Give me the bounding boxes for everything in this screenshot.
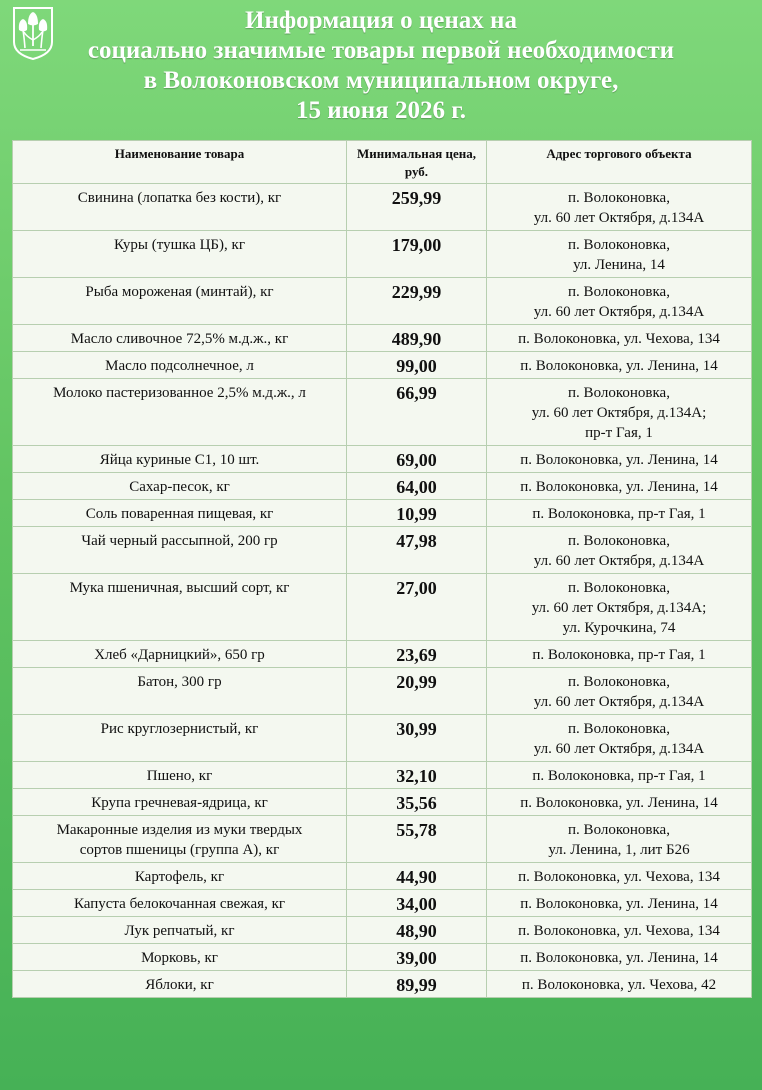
min-price-cell: 39,00 [347,944,487,971]
table-row [13,715,752,762]
min-price-cell: 179,00 [347,231,487,278]
table-row [13,971,752,998]
table-row [13,231,752,278]
product-name-cell: Батон, 300 гр [13,668,347,715]
table-row [13,473,752,500]
product-name-cell: Сахар-песок, кг [13,473,347,500]
store-address-cell: п. Волоконовка, ул. Ленина, 14 [487,446,752,473]
min-price-cell: 229,99 [347,278,487,325]
table-row [13,446,752,473]
min-price-cell: 99,00 [347,352,487,379]
min-price-cell: 32,10 [347,762,487,789]
store-address-cell: п. Волоконовка, ул. Ленина, 14 [487,231,752,278]
product-name-cell: Яйца куриные С1, 10 шт. [13,446,347,473]
product-name-cell: Чай черный рассыпной, 200 гр [13,527,347,574]
title-line: Информация о ценах на [245,7,517,34]
table-row [13,379,752,446]
title-line: в Волоконовском муниципальном округе, [143,67,619,94]
table-row [13,944,752,971]
min-price-cell: 69,00 [347,446,487,473]
store-address-cell: п. Волоконовка, ул. Ленина, 1, лит Б26 [487,816,752,863]
store-address-cell: п. Волоконовка, пр-т Гая, 1 [487,500,752,527]
table-row [13,917,752,944]
header-min-price: Минимальная цена, руб. [347,141,487,184]
title-line: социально значимые товары первой необходимости [87,37,675,64]
price-table [12,140,752,998]
product-name-cell: Куры (тушка ЦБ), кг [13,231,347,278]
table-row [13,668,752,715]
store-address-cell: п. Волоконовка, ул. 60 лет Октября, д.134А [487,715,752,762]
store-address-cell: п. Волоконовка, ул. 60 лет Октября, д.134А; ул. Курочкина, 74 [487,574,752,641]
store-address-cell: п. Волоконовка, ул. 60 лет Октября, д.134А; пр-т Гая, 1 [487,379,752,446]
table-row [13,278,752,325]
product-name-cell: Макаронные изделия из муки твердых сортов пшеницы (группа А), кг [13,816,347,863]
product-name-cell: Рис круглозернистый, кг [13,715,347,762]
store-address-cell: п. Волоконовка, пр-т Гая, 1 [487,641,752,668]
min-price-cell: 34,00 [347,890,487,917]
title-line: 15 июня 2026 г. [296,97,466,124]
product-name-cell: Пшено, кг [13,762,347,789]
product-name-cell: Морковь, кг [13,944,347,971]
table-row [13,641,752,668]
min-price-cell: 10,99 [347,500,487,527]
store-address-cell: п. Волоконовка, ул. Ленина, 14 [487,789,752,816]
min-price-cell: 23,69 [347,641,487,668]
store-address-cell: п. Волоконовка, ул. Чехова, 134 [487,325,752,352]
table-row [13,890,752,917]
store-address-cell: п. Волоконовка, пр-т Гая, 1 [487,762,752,789]
table-row [13,527,752,574]
product-name-cell: Рыба мороженая (минтай), кг [13,278,347,325]
table-row [13,352,752,379]
table-row [13,184,752,231]
min-price-cell: 64,00 [347,473,487,500]
store-address-cell: п. Волоконовка, ул. Ленина, 14 [487,890,752,917]
store-address-cell: п. Волоконовка, ул. 60 лет Октября, д.134А [487,527,752,574]
table-row [13,816,752,863]
store-address-cell: п. Волоконовка, ул. Ленина, 14 [487,473,752,500]
product-name-cell: Яблоки, кг [13,971,347,998]
product-name-cell: Капуста белокочанная свежая, кг [13,890,347,917]
product-name-cell: Масло сливочное 72,5% м.д.ж., кг [13,325,347,352]
store-address-cell: п. Волоконовка, ул. 60 лет Октября, д.134А [487,184,752,231]
min-price-cell: 259,99 [347,184,487,231]
table-row [13,574,752,641]
header-product-name: Наименование товара [13,141,347,184]
min-price-cell: 30,99 [347,715,487,762]
store-address-cell: п. Волоконовка, ул. Чехова, 42 [487,971,752,998]
min-price-cell: 47,98 [347,527,487,574]
store-address-cell: п. Волоконовка, ул. 60 лет Октября, д.134А [487,278,752,325]
table-row [13,500,752,527]
product-name-cell: Мука пшеничная, высший сорт, кг [13,574,347,641]
min-price-cell: 35,56 [347,789,487,816]
min-price-cell: 48,90 [347,917,487,944]
store-address-cell: п. Волоконовка, ул. 60 лет Октября, д.134А [487,668,752,715]
product-name-cell: Крупа гречневая-ядрица, кг [13,789,347,816]
table-row [13,789,752,816]
min-price-cell: 27,00 [347,574,487,641]
store-address-cell: п. Волоконовка, ул. Чехова, 134 [487,917,752,944]
store-address-cell: п. Волоконовка, ул. Ленина, 14 [487,352,752,379]
product-name-cell: Масло подсолнечное, л [13,352,347,379]
product-name-cell: Лук репчатый, кг [13,917,347,944]
header-store-address: Адрес торгового объекта [487,141,752,184]
table-row [13,325,752,352]
price-table-container [12,140,751,998]
product-name-cell: Молоко пастеризованное 2,5% м.д.ж., л [13,379,347,446]
store-address-cell: п. Волоконовка, ул. Ленина, 14 [487,944,752,971]
product-name-cell: Картофель, кг [13,863,347,890]
table-row [13,863,752,890]
store-address-cell: п. Волоконовка, ул. Чехова, 134 [487,863,752,890]
product-name-cell: Свинина (лопатка без кости), кг [13,184,347,231]
product-name-cell: Соль поваренная пищевая, кг [13,500,347,527]
min-price-cell: 66,99 [347,379,487,446]
min-price-cell: 55,78 [347,816,487,863]
table-row [13,762,752,789]
table-header-row [13,141,752,184]
min-price-cell: 89,99 [347,971,487,998]
min-price-cell: 489,90 [347,325,487,352]
min-price-cell: 44,90 [347,863,487,890]
page-title [0,6,762,126]
product-name-cell: Хлеб «Дарницкий», 650 гр [13,641,347,668]
min-price-cell: 20,99 [347,668,487,715]
